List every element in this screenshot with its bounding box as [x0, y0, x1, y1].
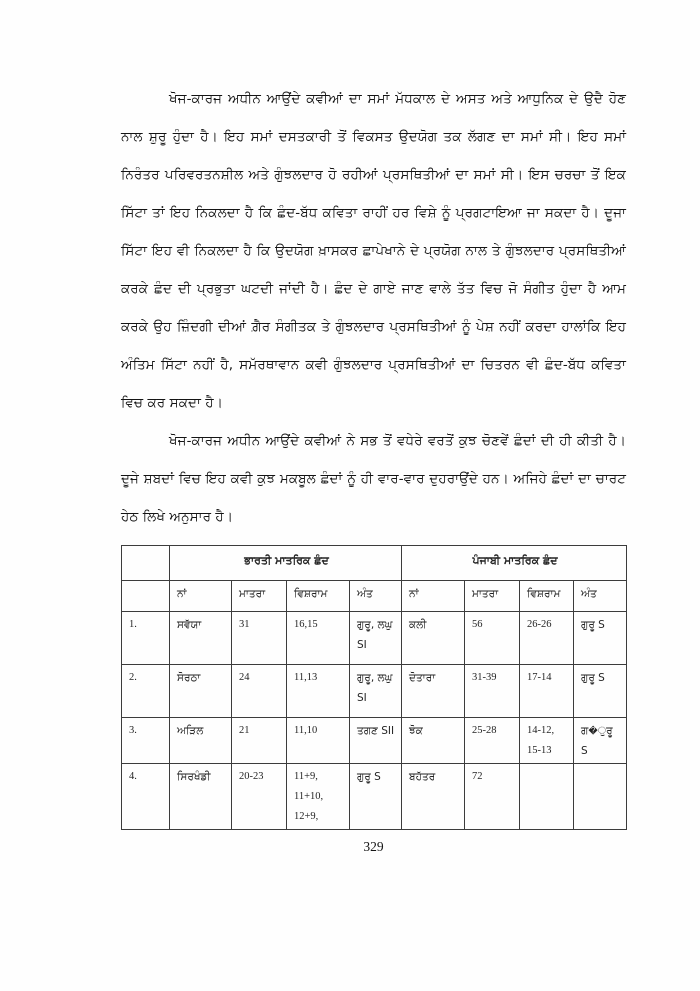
body-text	[121, 80, 626, 536]
table-cell: 11,10	[287, 718, 350, 764]
group-header-punjabi: ਪੰਜਾਬੀ ਮਾਤਰਿਕ ਛੰਦ	[402, 546, 627, 581]
table-cell: 17-14	[520, 665, 574, 718]
table-subheader-row	[122, 581, 627, 612]
column-header-ant-right: ਅੰਤ	[574, 581, 627, 612]
table-cell: ਦੋਤਾਰਾ	[402, 665, 465, 718]
table-cell: 31	[232, 612, 287, 665]
table-cell: ਗ�ੁਰੂ S	[574, 718, 627, 764]
column-header-name-left: ਨਾਂ	[170, 581, 232, 612]
table-cell: 26-26	[520, 612, 574, 665]
table-cell: ਸਿਰਖੰਡੀ	[170, 764, 232, 830]
table-cell: ਸਵੱਯਾ	[170, 612, 232, 665]
table-row	[122, 665, 627, 718]
table-cell: ਕਲੀ	[402, 612, 465, 665]
table-cell: ਗੁਰੂ S	[350, 764, 402, 830]
table-cell: 14-12, 15-13	[520, 718, 574, 764]
table-cell: ਗੁਰੂ, ਲਘੁ SI	[350, 612, 402, 665]
table-cell: 56	[465, 612, 520, 665]
table-cell: 11+9, 11+10, 12+9,	[287, 764, 350, 830]
group-header-indian: ਭਾਰਤੀ ਮਾਤਰਿਕ ਛੰਦ	[170, 546, 402, 581]
page-content	[121, 80, 626, 855]
table-cell: ਬਹੱਤਰ	[402, 764, 465, 830]
row-number: 3.	[122, 718, 170, 764]
table-cell: 16,15	[287, 612, 350, 665]
table-cell: ਤਗਣ SII	[350, 718, 402, 764]
page-number: 329	[363, 839, 384, 854]
paragraph-1: ਖੋਜ-ਕਾਰਜ ਅਧੀਨ ਆਉਂਦੇ ਕਵੀਆਂ ਦਾ ਸਮਾਂ ਮੱਧਕਾਲ ਦੇ ਅਸਤ ਅਤੇ ਆਧੁਨਿਕ ਦੇ ਉਦੈ ਹੋਣ ਨਾਲ ਸ਼ੁਰੂ ਹੁੰਦਾ ਹੈ। ਇਹ ਸਮਾਂ ਦਸਤਕਾਰੀ ਤੋਂ ਵਿਕਸਤ ਉਦਯੋਗ ਤਕ ਲੱਗਣ ਦਾ ਸਮਾਂ ਸੀ। ਇਹ ਸਮਾਂ ਨਿਰੰਤਰ ਪਰਿਵਰਤਨਸ਼ੀਲ ਅਤੇ ਗੁੰਝਲਦਾਰ ਹੋ ਰਹੀਆਂ ਪ੍ਰਸਥਿਤੀਆਂ ਦਾ ਸਮਾਂ ਸੀ। ਇਸ ਚਰਚਾ ਤੋਂ ਇਕ ਸਿੱਟਾ ਤਾਂ ਇਹ ਨਿਕਲਦਾ ਹੈ ਕਿ ਛੰਦ-ਬੱਧ ਕਵਿਤਾ ਰਾਹੀਂ ਹਰ ਵਿਸ਼ੇ ਨੂੰ ਪ੍ਰਗਟਾਇਆ ਜਾ ਸਕਦਾ ਹੈ। ਦੂਜਾ ਸਿੱਟਾ ਇਹ ਵੀ ਨਿਕਲਦਾ ਹੈ ਕਿ ਉਦਯੋਗ ਖ਼ਾਸਕਰ ਛਾਪੇਖਾਨੇ ਦੇ ਪ੍ਰਯੋਗ ਨਾਲ ਤੇ ਗੁੰਝਲਦਾਰ ਪ੍ਰਸਥਿਤੀਆਂ ਕਰਕੇ ਛੰਦ ਦੀ ਪ੍ਰਭੁਤਾ ਘਟਦੀ ਜਾਂਦੀ ਹੈ। ਛੰਦ ਦੇ ਗਾਏ ਜਾਣ ਵਾਲੇ ਤੱਤ ਵਿਚ ਜੋ ਸੰਗੀਤ ਹੁੰਦਾ ਹੈ ਆਮ ਕਰਕੇ ਉਹ ਜ਼ਿੰਦਗੀ ਦੀਆਂ ਗ਼ੈਰ ਸੰਗੀਤਕ ਤੇ ਗੁੰਝਲਦਾਰ ਪ੍ਰਸਥਿਤੀਆਂ ਨੂੰ ਪੇਸ਼ ਨਹੀਂ ਕਰਦਾ ਹਾਲਾਂਕਿ ਇਹ ਅੰਤਿਮ ਸਿੱਟਾ ਨਹੀਂ ਹੈ, ਸਮੱਰਥਾਵਾਨ ਕਵੀ ਗੁੰਝਲਦਾਰ ਪ੍ਰਸਥਿਤੀਆਂ ਦਾ ਚਿਤਰਨ ਵੀ ਛੰਦ-ਬੱਧ ਕਵਿਤਾ ਵਿਚ ਕਰ ਸਕਦਾ ਹੈ।	[121, 91, 626, 411]
chhand-comparison-table	[121, 545, 627, 830]
table-cell: 25-28	[465, 718, 520, 764]
table-row	[122, 612, 627, 665]
table-cell: 24	[232, 665, 287, 718]
table-cell: ਸੋਰਠਾ	[170, 665, 232, 718]
table-cell: ਗੁਰੂ S	[574, 665, 627, 718]
column-header-vishram-right: ਵਿਸ਼ਰਾਮ	[520, 581, 574, 612]
column-header-ant-left: ਅੰਤ	[350, 581, 402, 612]
row-number: 1.	[122, 612, 170, 665]
table-cell	[122, 581, 170, 612]
table-cell: 31-39	[465, 665, 520, 718]
table-cell: ਝੋਕ	[402, 718, 465, 764]
table-corner-cell	[122, 546, 170, 581]
row-number: 4.	[122, 764, 170, 830]
table-group-header-row	[122, 546, 627, 581]
column-header-matra-right: ਮਾਤਰਾ	[465, 581, 520, 612]
paragraph-2: ਖੋਜ-ਕਾਰਜ ਅਧੀਨ ਆਉਂਦੇ ਕਵੀਆਂ ਨੇ ਸਭ ਤੋਂ ਵਧੇਰੇ ਵਰਤੋਂ ਕੁਝ ਚੋਣਵੇਂ ਛੰਦਾਂ ਦੀ ਹੀ ਕੀਤੀ ਹੈ। ਦੂਜੇ ਸ਼ਬਦਾਂ ਵਿਚ ਇਹ ਕਵੀ ਕੁਝ ਮਕਬੂਲ ਛੰਦਾਂ ਨੂੰ ਹੀ ਵਾਰ-ਵਾਰ ਦੁਹਰਾਉਂਦੇ ਹਨ। ਅਜਿਹੇ ਛੰਦਾਂ ਦਾ ਚਾਰਟ ਹੇਠ ਲਿਖੇ ਅਨੁਸਾਰ ਹੈ।	[121, 433, 626, 525]
column-header-matra-left: ਮਾਤਰਾ	[232, 581, 287, 612]
table-cell: ਅੜਿਲ	[170, 718, 232, 764]
row-number: 2.	[122, 665, 170, 718]
table-cell: 20-23	[232, 764, 287, 830]
table-cell: 11,13	[287, 665, 350, 718]
table-cell: ਗੁਰੂ, ਲਘੁ SI	[350, 665, 402, 718]
table-row	[122, 718, 627, 764]
table-cell: 21	[232, 718, 287, 764]
table-cell	[520, 764, 574, 830]
table-cell: 72	[465, 764, 520, 830]
column-header-vishram-left: ਵਿਸ਼ਰਾਮ	[287, 581, 350, 612]
table-row	[122, 764, 627, 830]
column-header-name-right: ਨਾਂ	[402, 581, 465, 612]
table-cell	[574, 764, 627, 830]
table-cell: ਗੁਰੂ S	[574, 612, 627, 665]
